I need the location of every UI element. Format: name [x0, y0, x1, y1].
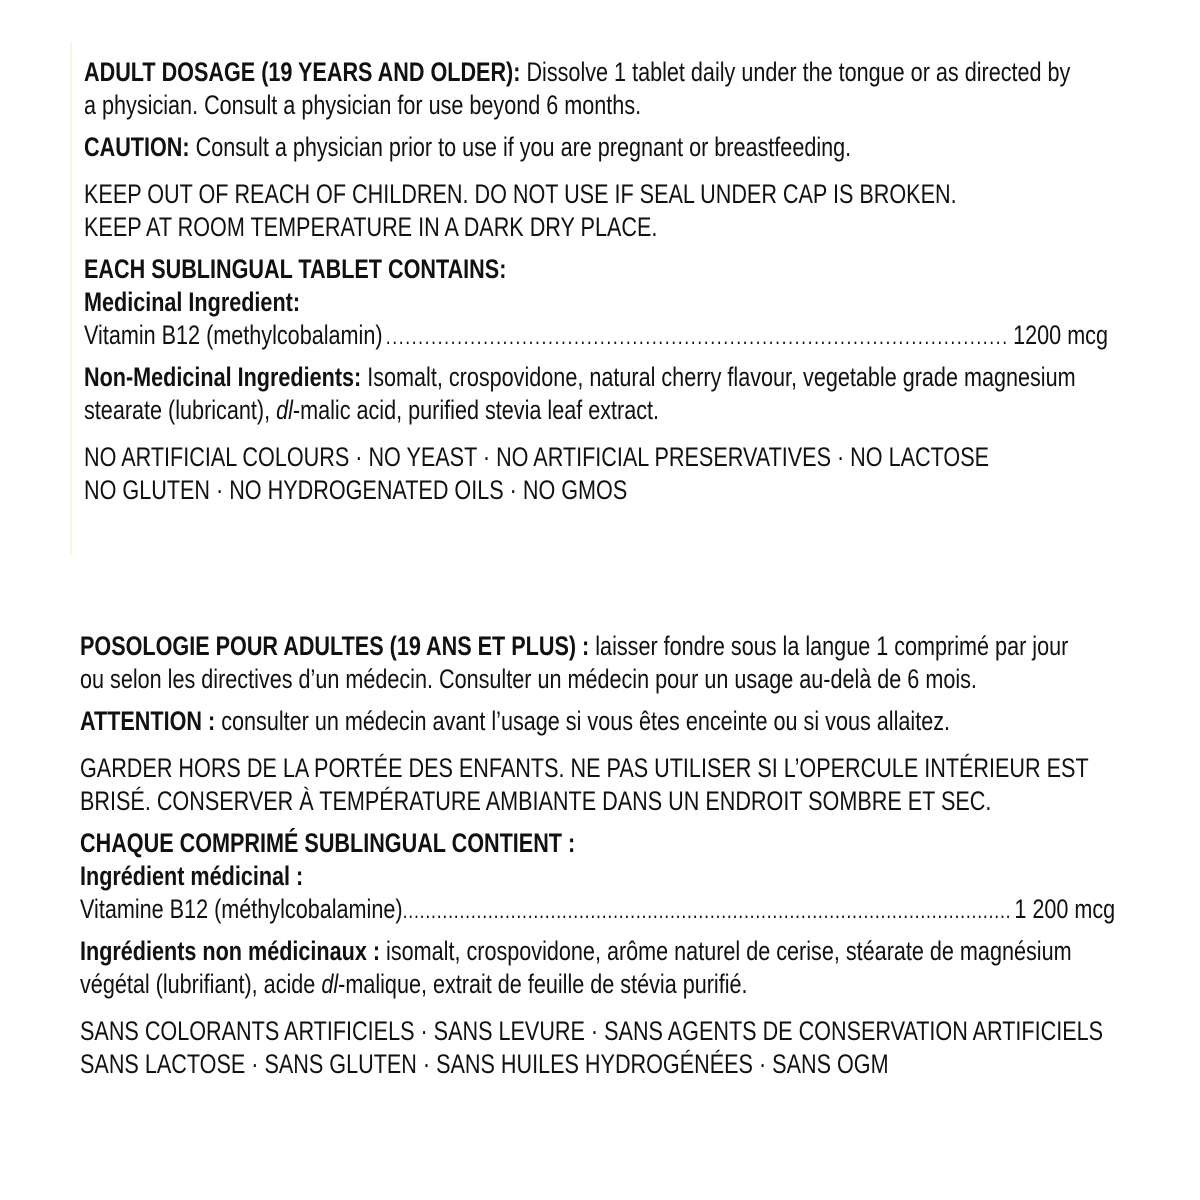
sans-line-1: SANS COLORANTS ARTIFICIELS · SANS LEVURE · SANS AGENTS DE CONSERVATION ARTIFICIELS: [80, 1016, 1104, 1046]
ingredient-amount-fr: 1 200 mcg: [1014, 894, 1116, 924]
dot-leader-fr: [403, 898, 1013, 924]
dot-leader: [386, 324, 1010, 350]
non-medicinal-paragraph: [84, 361, 1116, 427]
warning-line-2: KEEP AT ROOM TEMPERATURE IN A DARK DRY PLACE.: [84, 212, 658, 242]
non-medicinaux-text-2: -malique, extrait de feuille de stévia purifié.: [338, 969, 748, 999]
free-from-line-2: NO GLUTEN · NO HYDROGENATED OILS · NO GMOS: [84, 475, 628, 505]
non-medicinaux-text-1: isomalt, crospovidone, arôme naturel de cerise, stéarate de magnésium végétal (lubrifiant), acide: [80, 936, 1072, 999]
attention-label: ATTENTION :: [80, 706, 216, 736]
posologie-paragraph: [80, 630, 1080, 696]
posologie-text: laisser fondre sous la langue 1 comprimé par jour ou selon les directives d’un médecin. Consulter un médecin pour un usage au-delà de 6 mois.: [80, 631, 1069, 694]
medicinal-ingredient-row: [84, 319, 1108, 352]
left-edge-divider: [70, 42, 72, 554]
non-medicinal-text-1: Isomalt, crospovidone, natural cherry flavour, vegetable grade magnesium stearate (lubricant),: [84, 362, 1076, 425]
ingredient-name: Vitamin B12 (methylcobalamin): [84, 320, 383, 350]
ingredient-name-fr: Vitamine B12 (méthylcobalamine): [80, 894, 403, 924]
adult-dosage-paragraph: [84, 56, 1076, 122]
sans-line-2: SANS LACTOSE · SANS GLUTEN · SANS HUILES HYDROGÉNÉES · SANS OGM: [80, 1049, 889, 1079]
posologie-label: POSOLOGIE POUR ADULTES (19 ANS ET PLUS) :: [80, 631, 590, 661]
non-medicinal-text-2: -malic acid, purified stevia leaf extract.: [292, 395, 660, 425]
non-medicinaux-italic: dl: [321, 969, 339, 999]
garder-warning: GARDER HORS DE LA PORTÉE DES ENFANTS. NE PAS UTILISER SI L’OPERCULE INTÉRIEUR EST BRISÉ. CONSERVER À TEMPÉRATURE AMBIANTE DANS UN ENDROIT SOMBRE ET SEC.: [80, 753, 1089, 816]
caution-text: Consult a physician prior to use if you are pregnant or breastfeeding.: [189, 132, 852, 162]
caution-paragraph: [84, 131, 1124, 164]
non-medicinaux-paragraph: [80, 935, 1096, 1001]
free-from-line-1: NO ARTIFICIAL COLOURS · NO YEAST · NO ARTIFICIAL PRESERVATIVES · NO LACTOSE: [84, 442, 990, 472]
ingredient-amount: 1200 mcg: [1013, 320, 1108, 350]
adult-dosage-label: ADULT DOSAGE (19 YEARS AND OLDER):: [84, 57, 521, 87]
contains-heading: EACH SUBLINGUAL TABLET CONTAINS:: [84, 254, 507, 284]
ingredient-medicinal-heading: Ingrédient médicinal :: [80, 861, 304, 891]
english-section: [84, 56, 1124, 507]
adult-dosage-text: Dissolve 1 tablet daily under the tongue or as directed by a physician. Consult a physician for use beyond 6 months.: [84, 57, 1071, 120]
caution-label: CAUTION:: [84, 132, 190, 162]
attention-text: consulter un médecin avant l’usage si vous êtes enceinte ou si vous allaitez.: [215, 706, 951, 736]
ingredient-medicinal-row: [80, 893, 1115, 926]
non-medicinal-italic: dl: [276, 395, 293, 425]
attention-paragraph: [80, 705, 1120, 738]
non-medicinaux-label: Ingrédients non médicinaux :: [80, 936, 381, 966]
medicinal-ingredient-heading: Medicinal Ingredient:: [84, 287, 301, 317]
non-medicinal-label: Non-Medicinal Ingredients:: [84, 362, 362, 392]
chaque-heading: CHAQUE COMPRIMÉ SUBLINGUAL CONTIENT :: [80, 828, 576, 858]
warning-line-1: KEEP OUT OF REACH OF CHILDREN. DO NOT USE IF SEAL UNDER CAP IS BROKEN.: [84, 179, 957, 209]
french-section: [80, 630, 1120, 1081]
